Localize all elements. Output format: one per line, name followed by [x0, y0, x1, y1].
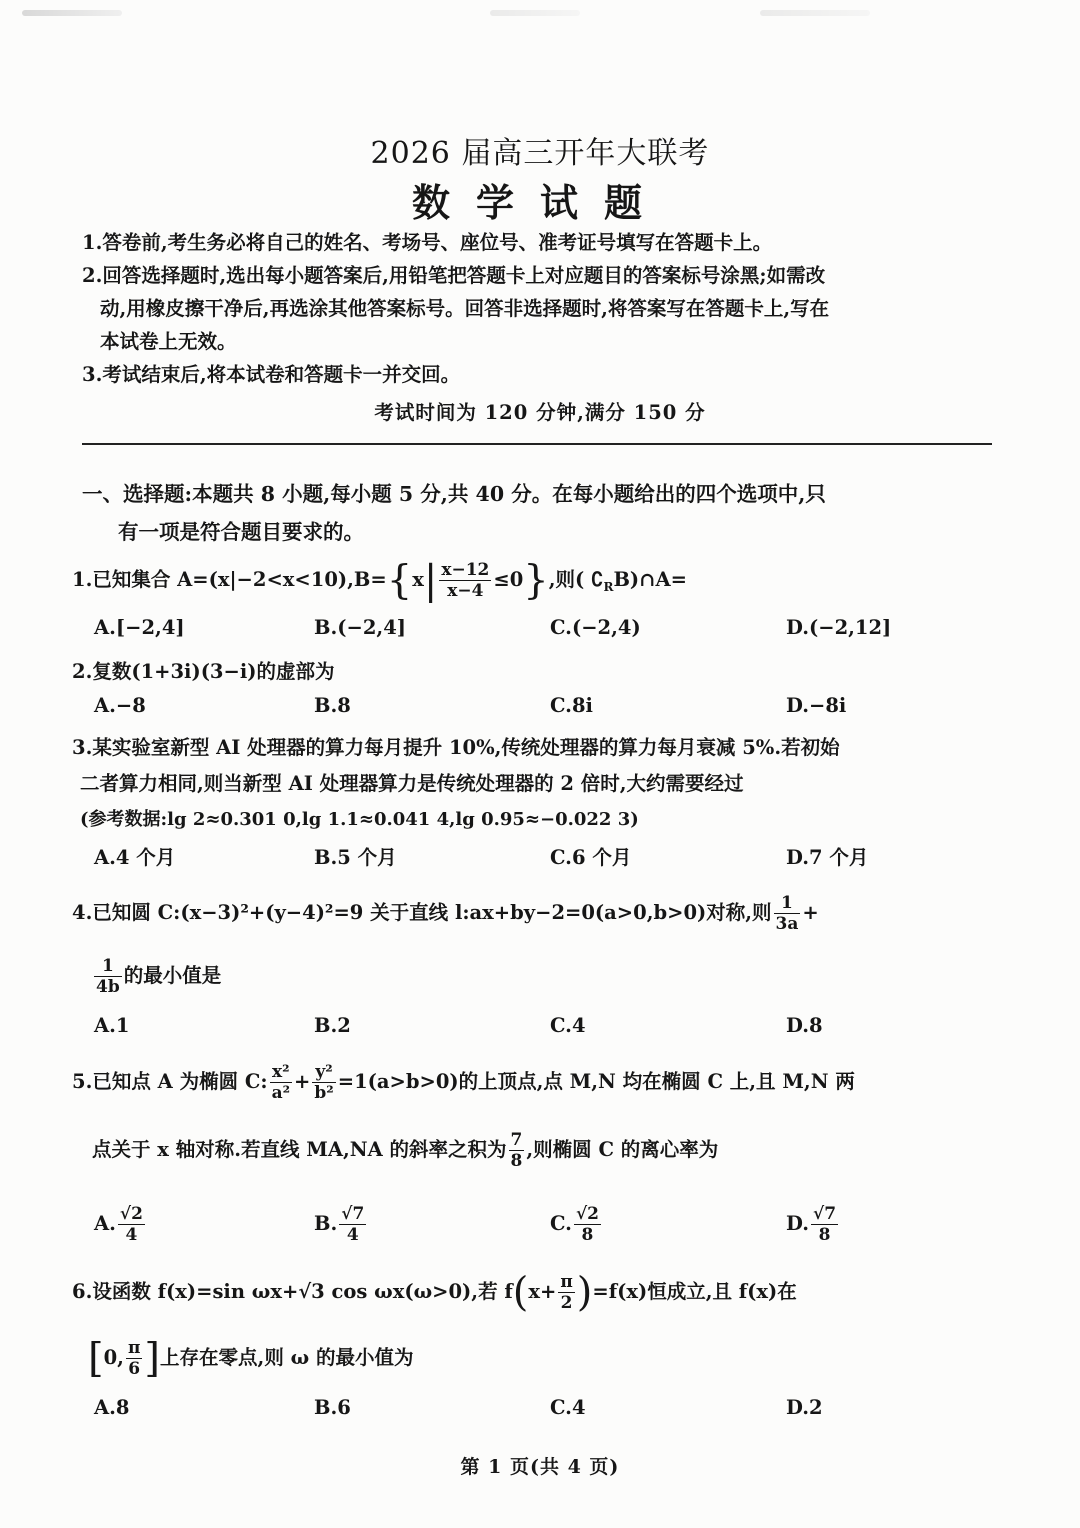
option-d[interactable]: D.−8i [786, 694, 847, 717]
fraction: $\frac{x-12}{x-4}$ [441, 560, 490, 601]
option-a[interactable]: A.8 [94, 1396, 130, 1419]
divider [82, 443, 992, 445]
option-a[interactable]: A.[−2,4] [94, 616, 185, 639]
question-3: 3.某实验室新型 AI 处理器的算力每月提升 10%,传统处理器的算力每月衰减 5%.若初始 二者算力相同,则当新型 AI 处理器算力是传统处理器的 2 倍时,大约需要经过 (参考数据:lg 2≈0.301 0,lg 1.1≈0.041 4,lg 0.95≈−0.022 3) [72, 736, 840, 830]
question-4: 4.已知圆 C:(x−3)²+(y−4)²=9 关于直线 l:ax+by−2=0(a>0,b>0)对称,则 $\frac{1}{3a}$ + [72, 893, 819, 934]
option-b[interactable]: B.2 [314, 1014, 351, 1037]
fraction: $\frac{\text{x²}}{\text{a²}}$ [271, 1062, 291, 1103]
instruction-line: 3.考试结束后,将本试卷和答题卡一并交回。 [82, 363, 461, 386]
option-b[interactable]: B.5 个月 [314, 846, 397, 869]
scan-smudge [760, 10, 870, 16]
option-a[interactable]: A.−8 [94, 694, 146, 717]
option-a[interactable]: A.1 [94, 1014, 130, 1037]
option-b[interactable]: B.(−2,4] [314, 616, 406, 639]
section-heading [82, 475, 997, 551]
fraction: $\frac{\text{y²}}{\text{b²}}$ [314, 1062, 334, 1103]
scan-smudge [22, 10, 122, 16]
subject-title: 数学试题 [411, 180, 668, 225]
option-a[interactable]: A.4 个月 [94, 846, 176, 869]
fraction: $\frac{1}{3a}$ [775, 893, 799, 934]
option-d[interactable]: D.2 [786, 1396, 823, 1419]
question-6-options [94, 1396, 994, 1432]
question-5: 5.已知点 A 为椭圆 C: $\frac{\text{x²}}{\text{a²}}$ + $\frac{\text{y²}}{\text{b²}}$ =1(a>b>0)的上顶点,点 M,N 均在椭圆 C 上,且 M,N 两 [72, 1062, 855, 1103]
instruction-line: 本试卷上无效。 [100, 330, 237, 353]
option-d[interactable]: D.7 个月 [786, 846, 869, 869]
question-5-options [94, 1204, 994, 1245]
question-3-options [94, 842, 994, 878]
option-c[interactable]: C.(−2,4) [550, 616, 641, 639]
instruction-line: 动,用橡皮擦干净后,再选涂其他答案标号。回答非选择题时,将答案写在答题卡上,写在 [100, 297, 830, 320]
section-line: 一、选择题:本题共 8 小题,每小题 5 分,共 40 分。在每小题给出的四个选项中,只 [82, 482, 826, 506]
scan-smudge [490, 10, 580, 16]
option-d[interactable]: D.(−2,12] [786, 616, 892, 639]
option-b[interactable]: B.8 [314, 694, 351, 717]
option-c[interactable]: C.6 个月 [550, 846, 632, 869]
instructions [82, 226, 1002, 391]
option-a[interactable]: A. $\frac{√2}{4}$ [94, 1204, 143, 1245]
question-1-options [94, 616, 994, 652]
fraction: $\frac{\pi}{2}$ [560, 1272, 573, 1313]
option-d[interactable]: D. $\frac{√7}{8}$ [786, 1204, 837, 1245]
option-c[interactable]: C.4 [550, 1396, 586, 1419]
question-6-cont: [0, $\frac{\pi}{6}$ ]上存在零点,则 ω 的最小值为 [88, 1335, 414, 1382]
question-2: 2.复数(1+3i)(3−i)的虚部为 [72, 660, 335, 683]
option-b[interactable]: B. $\frac{√7}{4}$ [314, 1204, 365, 1245]
exam-title: 2026 届高三开年大联考 [370, 136, 710, 171]
instruction-line: 1.答卷前,考生务必将自己的姓名、考场号、座位号、准考证号填写在答题卡上。 [82, 231, 773, 254]
section-line: 有一项是符合题目要求的。 [118, 520, 364, 544]
page-number: 第 1 页(共 4 页) [460, 1456, 620, 1478]
question-1: 1.已知集合 A=(x|−2<x<10),B={x| $\frac{x-12}{x-4}$ ≤0},则( $∁_RB)\cap A=$ [72, 557, 687, 604]
option-d[interactable]: D.8 [786, 1014, 823, 1037]
fraction: $\frac{1}{4b}$ [96, 956, 120, 997]
option-c[interactable]: C. $\frac{√2}{8}$ [550, 1204, 599, 1245]
fraction: $\frac{7}{8}$ [510, 1130, 523, 1171]
option-c[interactable]: C.4 [550, 1014, 586, 1037]
option-c[interactable]: C.8i [550, 694, 593, 717]
fraction: $\frac{\pi}{6}$ [127, 1338, 141, 1379]
option-b[interactable]: B.6 [314, 1396, 351, 1419]
question-2-options [94, 694, 994, 730]
question-4-cont: $\frac{1}{4b}$ 的最小值是 [96, 956, 222, 997]
question-5-cont: 点关于 x 轴对称.若直线 MA,NA 的斜率之积为 $\frac{7}{8}$ ,则椭圆 C 的离心率为 [92, 1130, 719, 1171]
question-6: 6.设函数 f(x)=sin ωx+√3 cos ωx(ω>0),若 f(x+ $\frac{\pi}{2}$ )=f(x)恒成立,且 f(x)在 [72, 1269, 797, 1316]
question-4-options [94, 1014, 994, 1050]
exam-info: 考试时间为 120 分钟,满分 150 分 [374, 401, 706, 424]
instruction-line: 2.回答选择题时,选出每小题答案后,用铅笔把答题卡上对应题目的答案标号涂黑;如需改 [82, 264, 826, 287]
